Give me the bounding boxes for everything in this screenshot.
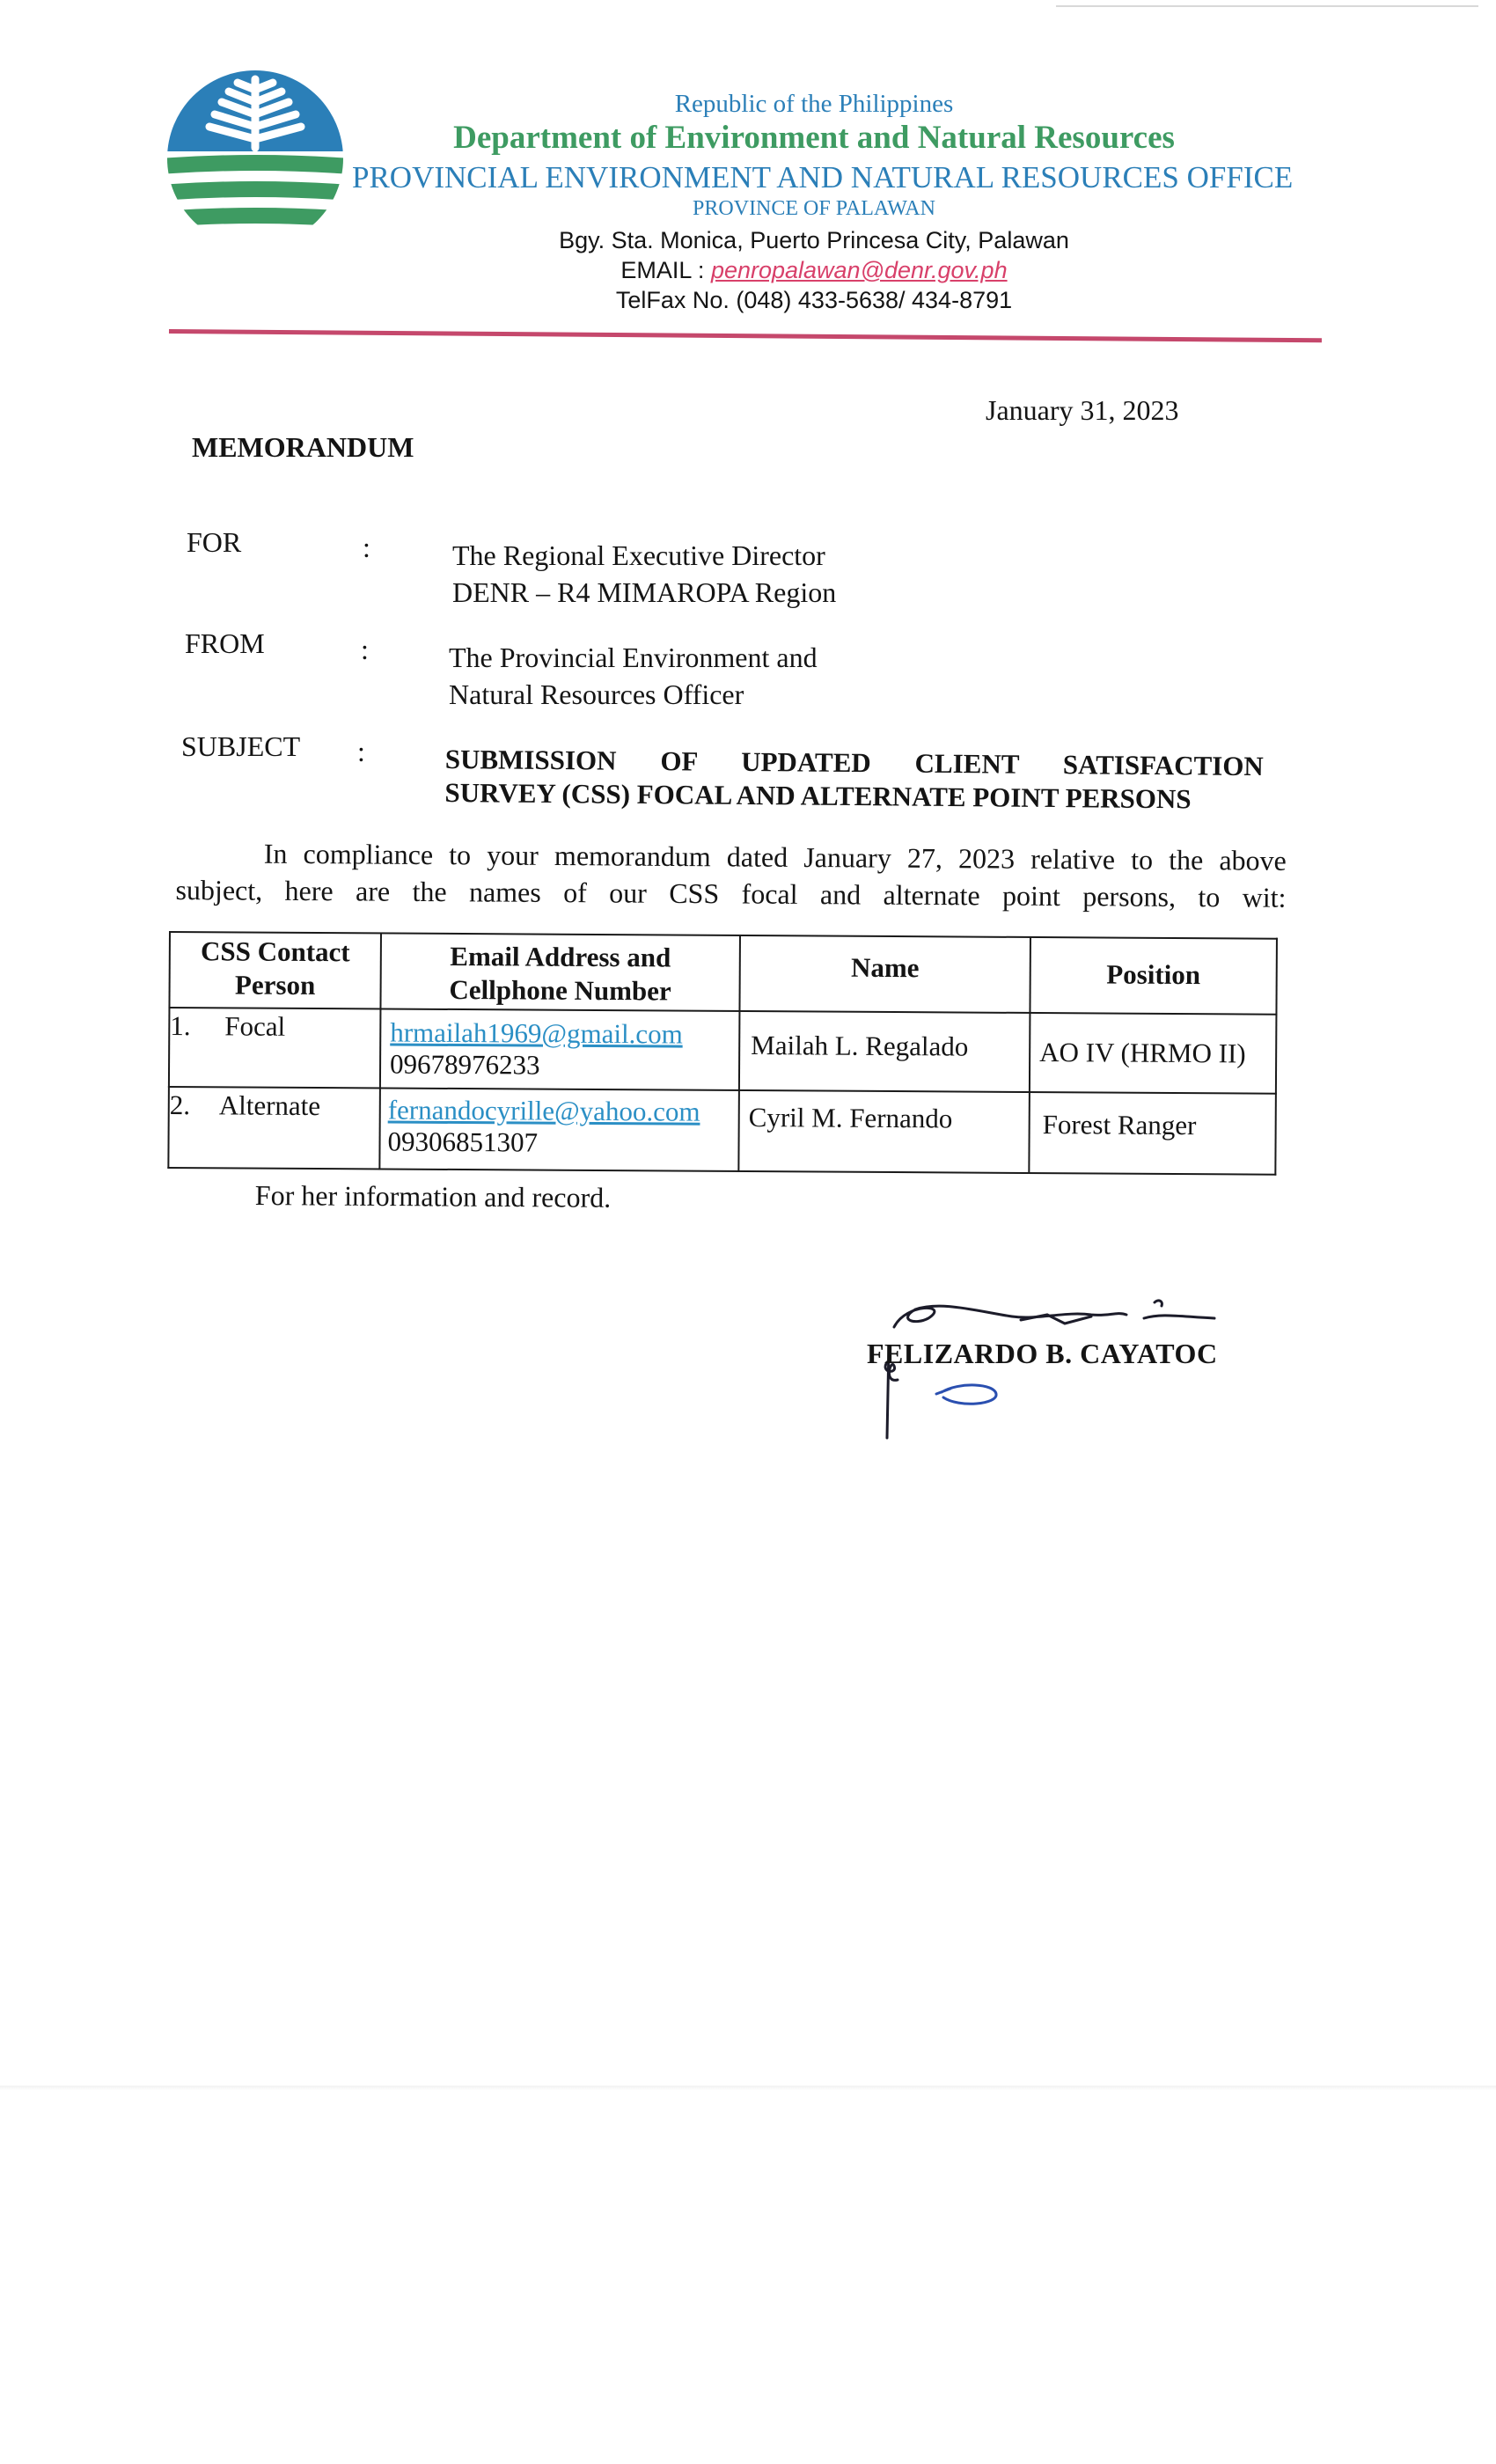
row-2-type: Alternate [218, 1089, 321, 1122]
row-1-type: Focal [224, 1010, 286, 1042]
para-line-2: subject, here are the names of our CSS focal and alternate point persons, to wit: [175, 873, 1287, 913]
header-email-line-1: Email Address and [450, 940, 671, 973]
header-position: Position [1106, 958, 1201, 991]
row-1-name: Mailah L. Regalado [751, 1030, 969, 1062]
row-2-contact [387, 1095, 700, 1160]
email-label: EMAIL : [620, 257, 705, 283]
closing-line: For her information and record. [254, 1179, 612, 1214]
subject-line-2: SURVEY (CSS) FOCAL AND ALTERNATE POINT PERSONS [444, 776, 1192, 815]
for-colon: : [363, 532, 370, 563]
province-name: PROVINCE OF PALAWAN [693, 197, 935, 220]
from-line-1: The Provincial Environment and [449, 642, 818, 673]
subject-label: SUBJECT [181, 730, 301, 762]
from-label: FROM [185, 627, 265, 659]
signatory-name: FELIZARDO B. CAYATOC [867, 1338, 1218, 1369]
header-contact-person [171, 935, 380, 1002]
memo-date: January 31, 2023 [986, 394, 1179, 426]
for-label: FOR [187, 526, 242, 558]
header-contact-line-1: CSS Contact [200, 935, 350, 968]
denr-logo [160, 63, 350, 248]
row-2-phone: 09306851307 [387, 1126, 539, 1158]
from-colon: : [361, 634, 369, 665]
office-email-link[interactable]: penropalawan@denr.gov.ph [710, 257, 1008, 283]
row-1-phone: 09678976233 [389, 1048, 540, 1081]
table-border-bottom [167, 1167, 1276, 1176]
header-email-line-2: Cellphone Number [449, 973, 671, 1007]
email-line [352, 257, 1276, 284]
blank-page-area [0, 2090, 1496, 2464]
row-1-email-link[interactable]: hrmailah1969@gmail.com [390, 1016, 683, 1050]
subject-line-1: SUBMISSION OF UPDATED CLIENT SATISFACTION [444, 743, 1264, 782]
subject-text [444, 743, 1264, 817]
row-1-contact [390, 1017, 683, 1082]
row-2-name: Cyril M. Fernando [748, 1102, 953, 1134]
header-contact-line-2: Person [234, 969, 316, 1001]
scan-edge-line [1056, 5, 1478, 7]
row-2-email-link[interactable]: fernandocyrille@yahoo.com [387, 1094, 700, 1127]
para-line-1-text: In compliance to your memorandum dated January 27, 2023 relative to the above [263, 837, 1287, 876]
header-name: Name [850, 951, 920, 984]
header-email-phone [381, 939, 738, 1008]
row-1-number: 1. [170, 1010, 191, 1042]
for-recipient [452, 537, 836, 611]
office-name: PROVINCIAL ENVIRONMENT AND NATURAL RESOURCES OFFICE [352, 160, 1294, 194]
for-line-2: DENR – R4 MIMAROPA Region [452, 576, 837, 608]
letterhead-divider [169, 329, 1322, 342]
office-address: Bgy. Sta. Monica, Puerto Princesa City, Palawan [559, 227, 1069, 253]
from-sender [449, 639, 818, 713]
memo-heading: MEMORANDUM [192, 431, 414, 463]
body-paragraph [175, 834, 1287, 916]
telfax-line: TelFax No. (048) 433-5638/ 434-8791 [615, 287, 1013, 313]
for-line-1: The Regional Executive Director [452, 539, 825, 571]
subject-colon: : [357, 736, 365, 767]
css-contacts-table [167, 931, 1278, 1183]
row-1-position: AO IV (HRMO II) [1039, 1037, 1246, 1069]
republic-line: Republic of the Philippines [674, 90, 954, 118]
from-line-2: Natural Resources Officer [449, 678, 744, 710]
row-2-number: 2. [169, 1089, 191, 1121]
table-row-divider [168, 1086, 1277, 1095]
department-name: Department of Environment and Natural Resources [453, 120, 1175, 156]
row-2-position: Forest Ranger [1042, 1109, 1197, 1141]
